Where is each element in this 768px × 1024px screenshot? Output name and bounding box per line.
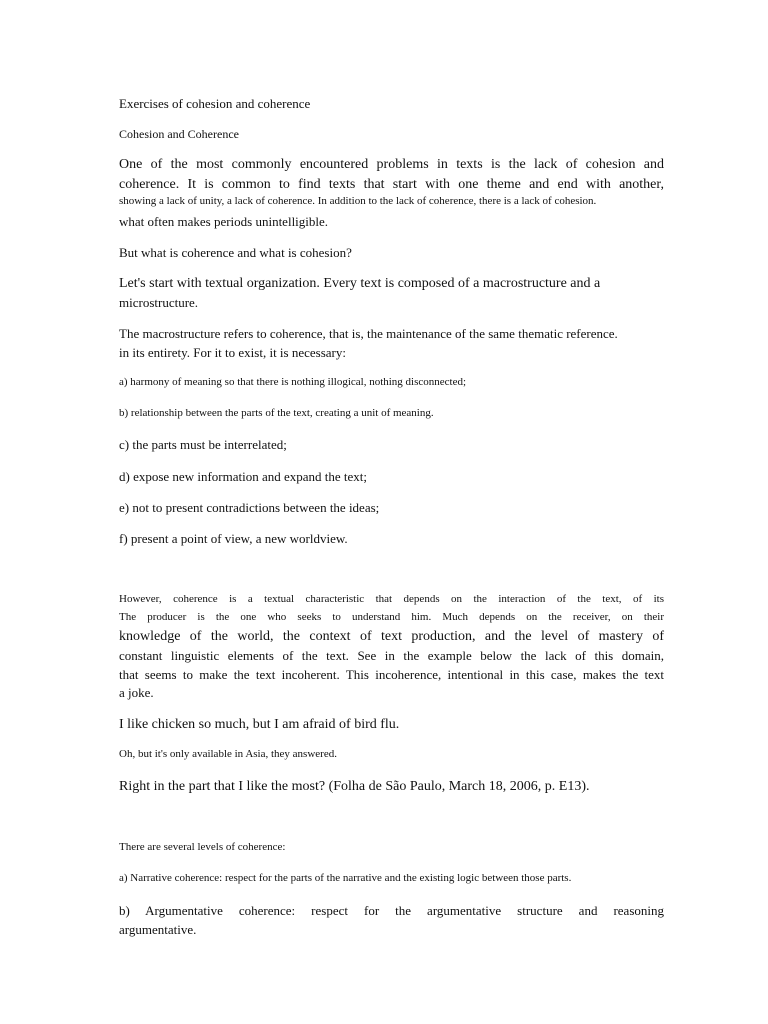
section-heading: Cohesion and Coherence [119,127,239,141]
paragraph-3-line-1: The macrostructure refers to coherence, that is, the maintenance of the same thematic reference. [119,326,618,341]
paragraph-4-line-5: that seems to make the text incoherent. This incoherence, intentional in this case, makes the text [119,667,664,682]
joke-line-2: Oh, but it's only available in Asia, they answered. [119,748,337,760]
paragraph-1-line-1: One of the most commonly encountered problems in texts is the lack of cohesion and [119,157,664,172]
list-item-b: b) relationship between the parts of the text, creating a unit of meaning. [119,407,434,419]
document-title: Exercises of cohesion and coherence [119,96,311,111]
levels-intro: There are several levels of coherence: [119,841,286,853]
level-b-line-1: b) Argumentative coherence: respect for the argumentative structure and reasoning [119,903,664,918]
paragraph-3-line-2: in its entirety. For it to exist, it is necessary: [119,345,346,360]
paragraph-4-line-4: constant linguistic elements of the text. See in the example below the lack of this domain, [119,648,664,663]
paragraph-2-line-2: microstructure. [119,295,199,310]
list-item-d: d) expose new information and expand the text; [119,469,368,484]
list-item-c: c) the parts must be interrelated; [119,437,287,452]
list-item-a: a) harmony of meaning so that there is nothing illogical, nothing disconnected; [119,376,467,388]
paragraph-2-line-1: Let's start with textual organization. Every text is composed of a macrostructure and a [119,276,601,291]
paragraph-1-line-3: showing a lack of unity, a lack of coherence. In addition to the lack of coherence, there is a lack of cohesion. [119,195,597,207]
paragraph-1-line-2: coherence. It is common to find texts that start with one theme and end with another, [119,177,664,192]
list-item-f: f) present a point of view, a new worldview. [119,531,348,546]
paragraph-1-line-4: what often makes periods unintelligible. [119,214,329,229]
joke-line-3: Right in the part that I like the most? (Folha de São Paulo, March 18, 2006, p. E13). [119,779,590,794]
joke-line-1: I like chicken so much, but I am afraid of bird flu. [119,717,400,732]
paragraph-4-line-3: knowledge of the world, the context of text production, and the level of mastery of [119,629,664,644]
paragraph-4-line-1: However, coherence is a textual characteristic that depends on the interaction of the text, of its [119,593,664,605]
level-b-line-2: argumentative. [119,922,197,937]
paragraph-4-line-6: a joke. [119,685,154,700]
list-item-e: e) not to present contradictions between the ideas; [119,500,380,515]
paragraph-4-line-2: The producer is the one who seeks to understand him. Much depends on the receiver, on their [119,611,664,623]
level-a: a) Narrative coherence: respect for the parts of the narrative and the existing logic between those parts. [119,872,572,884]
question-line: But what is coherence and what is cohesion? [119,245,352,260]
